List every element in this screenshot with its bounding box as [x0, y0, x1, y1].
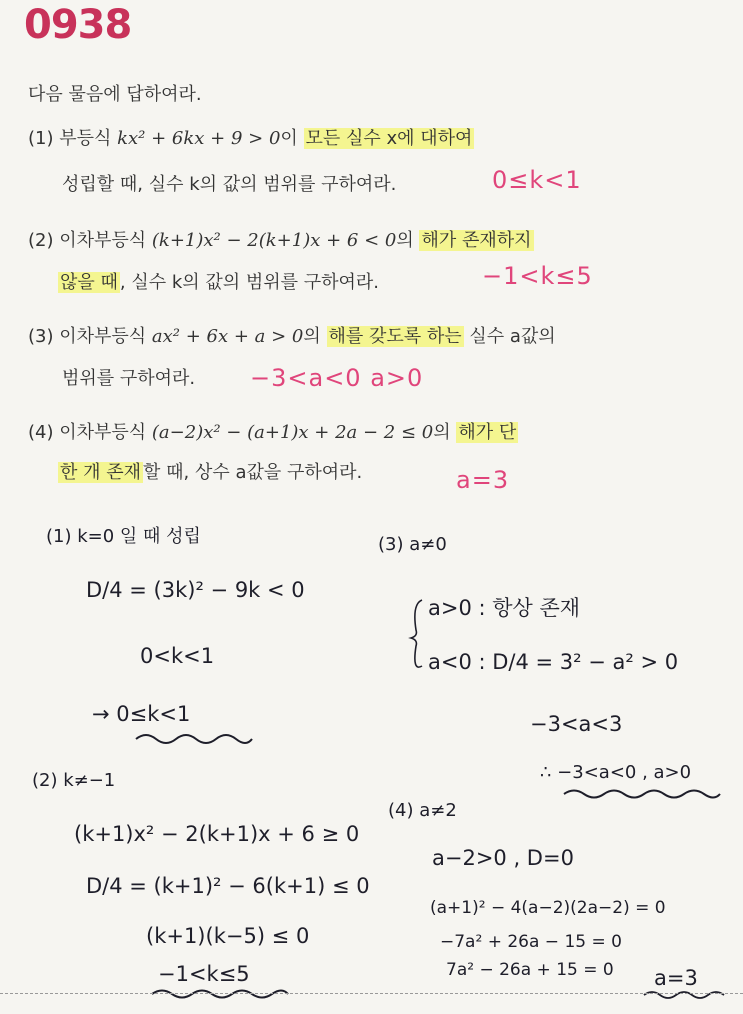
- question-label: (1): [28, 128, 54, 149]
- question-3-line-2: 범위를 구하여라.: [62, 368, 196, 389]
- work-1-title: (1) k=0 일 때 성립: [46, 526, 201, 547]
- question-2-line-2: [58, 268, 379, 294]
- question-label: (2): [28, 230, 54, 251]
- problem-number: 0938: [24, 2, 132, 48]
- question-text: 의: [303, 326, 327, 347]
- highlighted-phrase: 해가 존재하지: [421, 230, 532, 251]
- question-text: 할 때, 상수 a값을 구하여라.: [143, 462, 363, 483]
- question-4-line-1: [28, 418, 518, 444]
- work-4-line-2: (a+1)² − 4(a−2)(2a−2) = 0: [430, 898, 666, 918]
- question-label: (4): [28, 422, 54, 443]
- work-3-title: (3) a≠0: [378, 534, 447, 555]
- question-text: 부등식: [59, 128, 118, 149]
- question-text: 이차부등식: [59, 230, 152, 251]
- question-expression: (a−2)x² − (a+1)x + 2a − 2 ≤ 0: [151, 422, 434, 443]
- question-1-line-2: 성립할 때, 실수 k의 값의 범위를 구하여라.: [62, 174, 397, 195]
- work-4-line-4: 7a² − 26a + 15 = 0: [446, 960, 614, 980]
- underline-squiggle: [150, 988, 290, 1000]
- underline-squiggle: [642, 990, 732, 1000]
- work-3-line-3: −3<a<3: [530, 712, 623, 736]
- work-2-line-4: −1<k≤5: [158, 962, 250, 986]
- brace-icon: [410, 598, 424, 668]
- question-text: 이차부등식: [59, 422, 152, 443]
- highlighted-phrase: 해를 갖도록 하는: [328, 326, 462, 347]
- question-label: (3): [28, 326, 54, 347]
- work-4-line-3: −7a² + 26a − 15 = 0: [440, 932, 622, 952]
- work-2-line-3: (k+1)(k−5) ≤ 0: [146, 924, 310, 948]
- work-1-line-2: 0<k<1: [140, 644, 215, 668]
- work-2-line-2: D/4 = (k+1)² − 6(k+1) ≤ 0: [86, 874, 370, 898]
- highlighted-phrase: 않을 때: [60, 272, 118, 293]
- bottom-divider: [0, 993, 743, 994]
- question-expression: ax² + 6x + a > 0: [151, 326, 304, 347]
- question-text: 실수 a값의: [463, 326, 556, 347]
- question-expression: (k+1)x² − 2(k+1)x + 6 < 0: [151, 230, 397, 251]
- work-1-line-3: → 0≤k<1: [92, 702, 191, 726]
- underline-squiggle: [562, 788, 722, 800]
- question-text: 이: [280, 128, 304, 149]
- work-4-line-5: a=3: [654, 966, 698, 990]
- question-4-answer: a=3: [456, 466, 510, 494]
- question-expression: kx² + 6kx + 9 > 0: [117, 128, 281, 149]
- work-2-title: (2) k≠−1: [32, 770, 116, 791]
- question-text: 이차부등식: [59, 326, 152, 347]
- instruction-text: 다음 물음에 답하여라.: [28, 84, 202, 105]
- underline-squiggle: [134, 732, 254, 746]
- work-4-line-1: a−2>0 , D=0: [432, 846, 574, 870]
- work-4-title: (4) a≠2: [388, 800, 457, 821]
- work-2-line-1: (k+1)x² − 2(k+1)x + 6 ≥ 0: [74, 822, 360, 846]
- question-2-answer: −1<k≤5: [482, 262, 593, 290]
- highlighted-phrase: 한 개 존재: [60, 462, 141, 483]
- question-3-answer: −3<a<0 a>0: [250, 364, 424, 392]
- question-text: 의: [396, 230, 420, 251]
- question-1-answer: 0≤k<1: [492, 166, 582, 194]
- work-3-line-2: a<0 : D/4 = 3² − a² > 0: [428, 650, 679, 674]
- question-4-line-2: [58, 458, 362, 484]
- work-1-line-1: D/4 = (3k)² − 9k < 0: [86, 578, 305, 602]
- highlighted-phrase: 모든 실수 x에 대하여: [305, 128, 473, 149]
- work-3-line-1: a>0 : 항상 존재: [428, 596, 581, 620]
- work-3-line-4: ∴ −3<a<0 , a>0: [540, 762, 692, 783]
- question-2-line-1: [28, 226, 534, 252]
- question-text: 의: [433, 422, 457, 443]
- question-1-line-1: [28, 124, 474, 150]
- highlighted-phrase: 해가 단: [458, 422, 517, 443]
- question-3-line-1: [28, 322, 556, 348]
- question-text: , 실수 k의 값의 범위를 구하여라.: [119, 272, 380, 293]
